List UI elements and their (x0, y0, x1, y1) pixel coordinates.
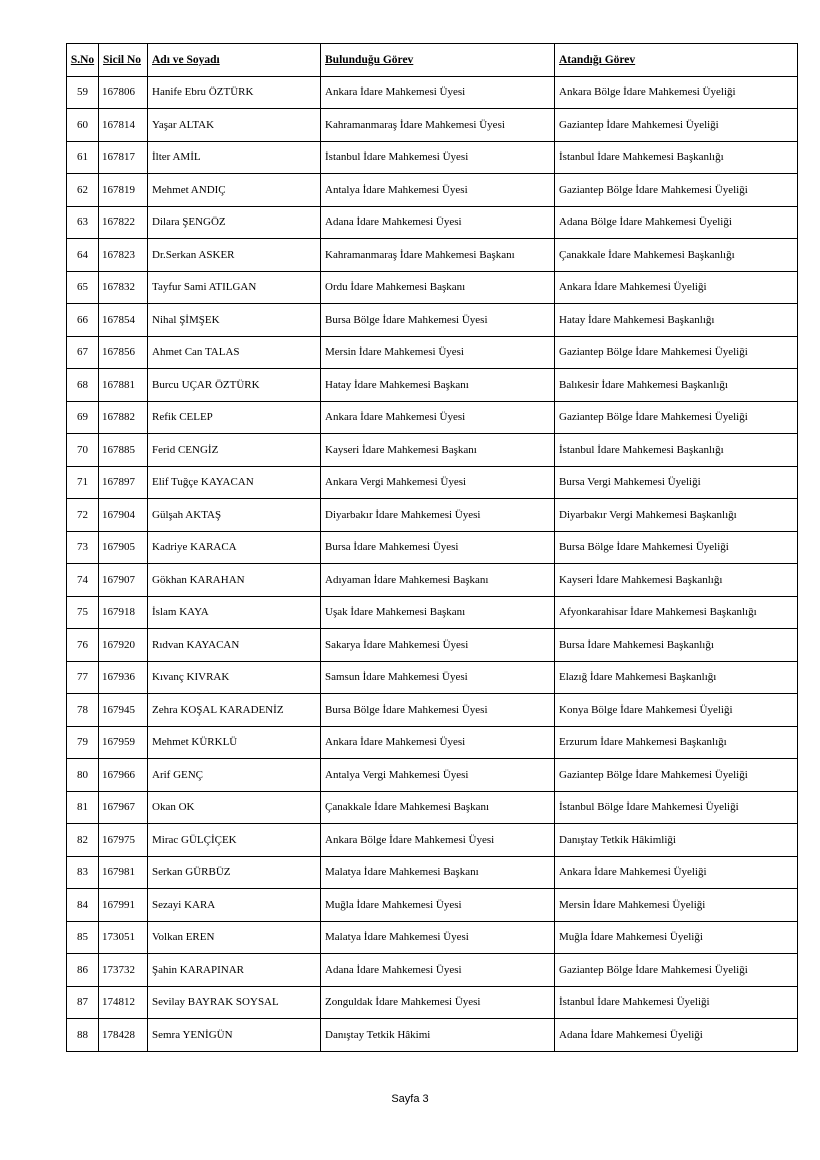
cell-sno: 60 (67, 109, 99, 142)
cell-assigned-position: İstanbul İdare Mahkemesi Başkanlığı (555, 141, 798, 174)
cell-sno: 78 (67, 694, 99, 727)
cell-name: Refik CELEP (148, 401, 321, 434)
cell-assigned-position: İstanbul Bölge İdare Mahkemesi Üyeliği (555, 791, 798, 824)
cell-name: Tayfur Sami ATILGAN (148, 271, 321, 304)
cell-name: Kadriye KARACA (148, 531, 321, 564)
cell-sicil-no: 167975 (99, 824, 148, 857)
cell-sno: 59 (67, 76, 99, 109)
table-row (67, 271, 798, 304)
cell-current-position: Ankara İdare Mahkemesi Üyesi (321, 76, 555, 109)
table-row (67, 499, 798, 532)
cell-name: Mirac GÜLÇİÇEK (148, 824, 321, 857)
cell-assigned-position: Afyonkarahisar İdare Mahkemesi Başkanlığı (555, 596, 798, 629)
cell-sno: 74 (67, 564, 99, 597)
table-row (67, 401, 798, 434)
cell-assigned-position: Çanakkale İdare Mahkemesi Başkanlığı (555, 239, 798, 272)
header-name: Adı ve Soyadı (148, 44, 321, 77)
cell-sicil-no: 167967 (99, 791, 148, 824)
cell-assigned-position: İstanbul İdare Mahkemesi Başkanlığı (555, 434, 798, 467)
cell-assigned-position: Kayseri İdare Mahkemesi Başkanlığı (555, 564, 798, 597)
cell-sicil-no: 167885 (99, 434, 148, 467)
cell-sicil-no: 178428 (99, 1019, 148, 1052)
cell-current-position: Ankara Bölge İdare Mahkemesi Üyesi (321, 824, 555, 857)
header-assigned-position: Atandığı Görev (555, 44, 798, 77)
table-row (67, 759, 798, 792)
cell-current-position: Kahramanmaraş İdare Mahkemesi Başkanı (321, 239, 555, 272)
cell-name: Ferid CENGİZ (148, 434, 321, 467)
cell-sno: 88 (67, 1019, 99, 1052)
table-row (67, 921, 798, 954)
cell-sicil-no: 167936 (99, 661, 148, 694)
cell-current-position: Ankara İdare Mahkemesi Üyesi (321, 401, 555, 434)
cell-name: Sezayi KARA (148, 889, 321, 922)
cell-sno: 62 (67, 174, 99, 207)
cell-sno: 61 (67, 141, 99, 174)
table-row (67, 531, 798, 564)
cell-current-position: Bursa Bölge İdare Mahkemesi Üyesi (321, 694, 555, 727)
cell-assigned-position: Konya Bölge İdare Mahkemesi Üyeliği (555, 694, 798, 727)
table-body (67, 76, 798, 1051)
cell-sno: 81 (67, 791, 99, 824)
cell-assigned-position: Gaziantep Bölge İdare Mahkemesi Üyeliği (555, 954, 798, 987)
cell-sicil-no: 167907 (99, 564, 148, 597)
cell-name: İlter AMİL (148, 141, 321, 174)
cell-assigned-position: Ankara Bölge İdare Mahkemesi Üyeliği (555, 76, 798, 109)
table-row (67, 174, 798, 207)
table-row (67, 206, 798, 239)
cell-sno: 69 (67, 401, 99, 434)
cell-sno: 83 (67, 856, 99, 889)
cell-assigned-position: Adana İdare Mahkemesi Üyeliği (555, 1019, 798, 1052)
cell-current-position: Samsun İdare Mahkemesi Üyesi (321, 661, 555, 694)
cell-assigned-position: Bursa Bölge İdare Mahkemesi Üyeliği (555, 531, 798, 564)
appointment-table (66, 43, 798, 1052)
cell-sicil-no: 167981 (99, 856, 148, 889)
cell-sicil-no: 167832 (99, 271, 148, 304)
cell-sno: 65 (67, 271, 99, 304)
cell-sno: 73 (67, 531, 99, 564)
table-row (67, 856, 798, 889)
cell-sicil-no: 167823 (99, 239, 148, 272)
cell-sicil-no: 167814 (99, 109, 148, 142)
cell-assigned-position: Bursa Vergi Mahkemesi Üyeliği (555, 466, 798, 499)
cell-name: Gülşah AKTAŞ (148, 499, 321, 532)
table-row (67, 1019, 798, 1052)
cell-sicil-no: 167822 (99, 206, 148, 239)
cell-name: Zehra KOŞAL KARADENİZ (148, 694, 321, 727)
cell-sicil-no: 167897 (99, 466, 148, 499)
cell-name: Burcu UÇAR ÖZTÜRK (148, 369, 321, 402)
cell-current-position: Adana İdare Mahkemesi Üyesi (321, 206, 555, 239)
cell-name: Rıdvan KAYACAN (148, 629, 321, 662)
table-row (67, 239, 798, 272)
cell-sno: 66 (67, 304, 99, 337)
table-row (67, 109, 798, 142)
cell-assigned-position: Gaziantep Bölge İdare Mahkemesi Üyeliği (555, 174, 798, 207)
cell-name: Okan OK (148, 791, 321, 824)
cell-name: Ahmet Can TALAS (148, 336, 321, 369)
cell-assigned-position: Danıştay Tetkik Hâkimliği (555, 824, 798, 857)
table-row (67, 564, 798, 597)
cell-current-position: Uşak İdare Mahkemesi Başkanı (321, 596, 555, 629)
cell-current-position: Hatay İdare Mahkemesi Başkanı (321, 369, 555, 402)
cell-assigned-position: Ankara İdare Mahkemesi Üyeliği (555, 856, 798, 889)
cell-sno: 64 (67, 239, 99, 272)
cell-sicil-no: 174812 (99, 986, 148, 1019)
cell-assigned-position: Erzurum İdare Mahkemesi Başkanlığı (555, 726, 798, 759)
cell-sno: 70 (67, 434, 99, 467)
cell-current-position: Antalya Vergi Mahkemesi Üyesi (321, 759, 555, 792)
cell-sicil-no: 167918 (99, 596, 148, 629)
cell-name: Volkan EREN (148, 921, 321, 954)
cell-current-position: Adana İdare Mahkemesi Üyesi (321, 954, 555, 987)
cell-current-position: Ankara Vergi Mahkemesi Üyesi (321, 466, 555, 499)
cell-name: Yaşar ALTAK (148, 109, 321, 142)
cell-current-position: Muğla İdare Mahkemesi Üyesi (321, 889, 555, 922)
cell-name: İslam KAYA (148, 596, 321, 629)
cell-sicil-no: 167904 (99, 499, 148, 532)
cell-sno: 68 (67, 369, 99, 402)
cell-current-position: Danıştay Tetkik Hâkimi (321, 1019, 555, 1052)
cell-current-position: Çanakkale İdare Mahkemesi Başkanı (321, 791, 555, 824)
table-row (67, 889, 798, 922)
cell-name: Sevilay BAYRAK SOYSAL (148, 986, 321, 1019)
cell-current-position: Zonguldak İdare Mahkemesi Üyesi (321, 986, 555, 1019)
table-row (67, 141, 798, 174)
cell-current-position: Kayseri İdare Mahkemesi Başkanı (321, 434, 555, 467)
cell-assigned-position: İstanbul İdare Mahkemesi Üyeliği (555, 986, 798, 1019)
cell-assigned-position: Diyarbakır Vergi Mahkemesi Başkanlığı (555, 499, 798, 532)
cell-sicil-no: 167905 (99, 531, 148, 564)
cell-name: Semra YENİGÜN (148, 1019, 321, 1052)
cell-name: Dilara ŞENGÖZ (148, 206, 321, 239)
cell-sno: 67 (67, 336, 99, 369)
cell-name: Kıvanç KIVRAK (148, 661, 321, 694)
cell-sno: 63 (67, 206, 99, 239)
cell-sno: 71 (67, 466, 99, 499)
cell-current-position: Kahramanmaraş İdare Mahkemesi Üyesi (321, 109, 555, 142)
header-current-position: Bulunduğu Görev (321, 44, 555, 77)
table-row (67, 694, 798, 727)
cell-name: Arif GENÇ (148, 759, 321, 792)
cell-assigned-position: Adana Bölge İdare Mahkemesi Üyeliği (555, 206, 798, 239)
table-row (67, 369, 798, 402)
cell-sicil-no: 167819 (99, 174, 148, 207)
cell-assigned-position: Hatay İdare Mahkemesi Başkanlığı (555, 304, 798, 337)
cell-assigned-position: Gaziantep Bölge İdare Mahkemesi Üyeliği (555, 759, 798, 792)
cell-name: Serkan GÜRBÜZ (148, 856, 321, 889)
cell-name: Dr.Serkan ASKER (148, 239, 321, 272)
cell-current-position: Adıyaman İdare Mahkemesi Başkanı (321, 564, 555, 597)
cell-sno: 86 (67, 954, 99, 987)
cell-assigned-position: Mersin İdare Mahkemesi Üyeliği (555, 889, 798, 922)
cell-current-position: Ordu İdare Mahkemesi Başkanı (321, 271, 555, 304)
cell-sno: 76 (67, 629, 99, 662)
cell-current-position: Malatya İdare Mahkemesi Başkanı (321, 856, 555, 889)
cell-current-position: Malatya İdare Mahkemesi Üyesi (321, 921, 555, 954)
cell-current-position: Bursa İdare Mahkemesi Üyesi (321, 531, 555, 564)
cell-current-position: Diyarbakır İdare Mahkemesi Üyesi (321, 499, 555, 532)
cell-current-position: Ankara İdare Mahkemesi Üyesi (321, 726, 555, 759)
cell-assigned-position: Gaziantep İdare Mahkemesi Üyeliği (555, 109, 798, 142)
table-row (67, 76, 798, 109)
cell-name: Hanife Ebru ÖZTÜRK (148, 76, 321, 109)
header-sno: S.No (67, 44, 99, 77)
cell-assigned-position: Balıkesir İdare Mahkemesi Başkanlığı (555, 369, 798, 402)
page-number: Sayfa 3 (391, 1093, 429, 1105)
cell-sno: 72 (67, 499, 99, 532)
cell-sicil-no: 167882 (99, 401, 148, 434)
cell-name: Nihal ŞİMŞEK (148, 304, 321, 337)
cell-sicil-no: 173051 (99, 921, 148, 954)
header-sicil-no: Sicil No (99, 44, 148, 77)
cell-sicil-no: 167991 (99, 889, 148, 922)
cell-name: Elif Tuğçe KAYACAN (148, 466, 321, 499)
cell-sicil-no: 167817 (99, 141, 148, 174)
table-row (67, 629, 798, 662)
cell-sicil-no: 167856 (99, 336, 148, 369)
cell-name: Mehmet ANDIÇ (148, 174, 321, 207)
table-row (67, 791, 798, 824)
cell-sicil-no: 173732 (99, 954, 148, 987)
cell-assigned-position: Ankara İdare Mahkemesi Üyeliği (555, 271, 798, 304)
cell-sno: 80 (67, 759, 99, 792)
table-row (67, 304, 798, 337)
cell-current-position: Antalya İdare Mahkemesi Üyesi (321, 174, 555, 207)
cell-sno: 85 (67, 921, 99, 954)
cell-sno: 75 (67, 596, 99, 629)
cell-sicil-no: 167881 (99, 369, 148, 402)
cell-sicil-no: 167959 (99, 726, 148, 759)
table-row (67, 661, 798, 694)
cell-name: Mehmet KÜRKLÜ (148, 726, 321, 759)
table-row (67, 726, 798, 759)
table-header-row (67, 44, 798, 77)
cell-assigned-position: Muğla İdare Mahkemesi Üyeliği (555, 921, 798, 954)
cell-assigned-position: Bursa İdare Mahkemesi Başkanlığı (555, 629, 798, 662)
cell-sicil-no: 167945 (99, 694, 148, 727)
cell-current-position: Sakarya İdare Mahkemesi Üyesi (321, 629, 555, 662)
cell-assigned-position: Elazığ İdare Mahkemesi Başkanlığı (555, 661, 798, 694)
cell-sicil-no: 167966 (99, 759, 148, 792)
cell-assigned-position: Gaziantep Bölge İdare Mahkemesi Üyeliği (555, 336, 798, 369)
cell-sicil-no: 167806 (99, 76, 148, 109)
cell-name: Gökhan KARAHAN (148, 564, 321, 597)
cell-assigned-position: Gaziantep Bölge İdare Mahkemesi Üyeliği (555, 401, 798, 434)
cell-current-position: Mersin İdare Mahkemesi Üyesi (321, 336, 555, 369)
table-row (67, 596, 798, 629)
cell-sno: 77 (67, 661, 99, 694)
cell-sno: 84 (67, 889, 99, 922)
cell-sicil-no: 167854 (99, 304, 148, 337)
cell-current-position: Bursa Bölge İdare Mahkemesi Üyesi (321, 304, 555, 337)
cell-sno: 82 (67, 824, 99, 857)
table-row (67, 434, 798, 467)
cell-sicil-no: 167920 (99, 629, 148, 662)
cell-sno: 79 (67, 726, 99, 759)
cell-sno: 87 (67, 986, 99, 1019)
table-row (67, 954, 798, 987)
table-row (67, 824, 798, 857)
table-row (67, 986, 798, 1019)
cell-name: Şahin KARAPINAR (148, 954, 321, 987)
table-row (67, 466, 798, 499)
cell-current-position: İstanbul İdare Mahkemesi Üyesi (321, 141, 555, 174)
table-row (67, 336, 798, 369)
